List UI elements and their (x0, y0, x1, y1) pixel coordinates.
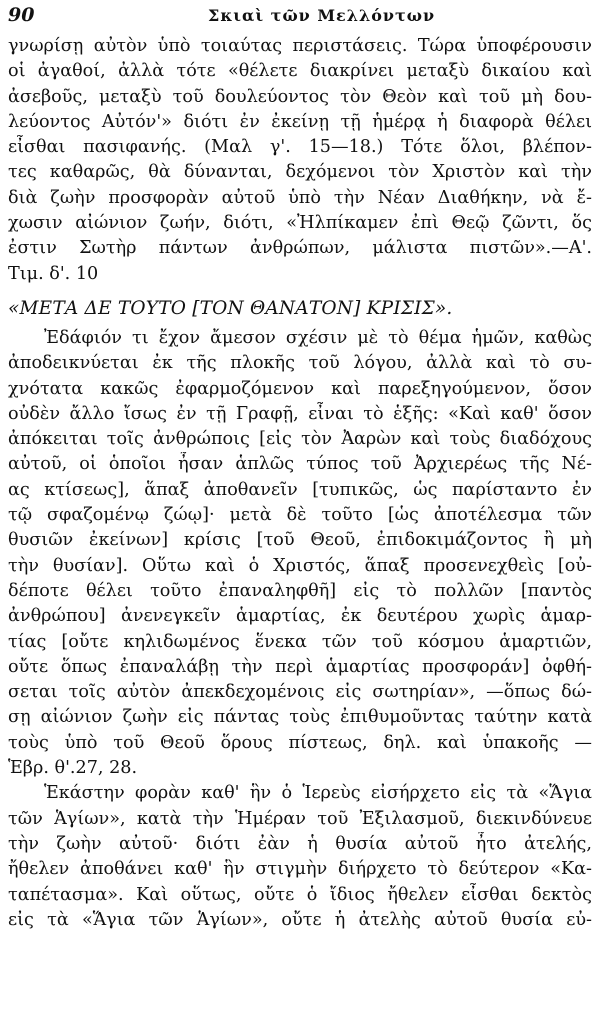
text-line: ας κτίσεως], ἅπαξ ἀποθανεῖν [τυπικῶς, ὡς παρίσταντο ἐν (8, 479, 592, 500)
text-line: οἱ ἀγαθοί, ἀλλὰ τότε «θέλετε διακρίνει μεταξὺ δικαίου καὶ (8, 61, 592, 82)
text-line: ἀπόκειται τοῖς ἀνθρώποις [εἰς τὸν Ἀαρὼν καὶ τοὺς διαδόχους (8, 429, 592, 450)
text-line: οὐδὲν ἄλλο ἴσως ἐν τῇ Γραφῇ, εἶναι τὸ ἑξῆς: «Καὶ καθ' ὅσον (8, 403, 592, 424)
text-line: χωσιν αἰώνιον ζωήν, διότι, «Ἠλπίκαμεν ἐπὶ Θεῷ ζῶντι, ὅς (8, 213, 592, 234)
text-line: Ἑβρ. θ'.27, 28. (8, 758, 138, 779)
text-line: οὔτε ὅπως ἐπαναλάβῃ τὴν περὶ ἁμαρτίας προσφοράν] ὀφθή- (8, 656, 592, 677)
text-line: ἤθελεν ἀποθάνει καθ' ἣν στιγμὴν διήρχετο τὸ δεύτερον «Κα- (8, 859, 592, 880)
text-line: σῃ αἰώνιον ζωὴν εἰς πάντας τοὺς ἐπιθυμοῦντας ταύτην κατὰ (8, 707, 592, 728)
text-line: αὐτοῦ, οἱ ὁποῖοι ἦσαν ἁπλῶς τύπος τοῦ Ἀρχιερέως τῆς Νέ- (8, 454, 592, 475)
paragraph-1 (8, 34, 592, 287)
text-line: τίας [οὔτε κηλιδωμένος ἕνεκα τῶν τοῦ κόσμου ἁμαρτιῶν, (8, 631, 592, 652)
text-line: τῷ σφαζομένῳ ζώῳ]· μετὰ δὲ τοῦτο [ὡς ἀποτέλεσμα τῶν (8, 505, 592, 526)
text-line: Ἑκάστην φορὰν καθ' ἣν ὁ Ἱερεὺς εἰσήρχετο εἰς τὰ «Ἅγια (44, 783, 592, 804)
page-header (8, 4, 592, 34)
paragraph-3 (8, 781, 592, 933)
text-line: χνότατα κακῶς ἐφαρμοζόμενον καὶ παρεξηγούμενον, ὅσον (8, 378, 592, 399)
text-line: λεύοντος Αὐτόν'» διότι ἐν ἐκείνῃ τῇ ἡμέρᾳ ἡ διαφορὰ θέλει (8, 111, 592, 132)
text-line: ἐστιν Σωτὴρ πάντων ἀνθρώπων, μάλιστα πιστῶν».—Α'. (8, 238, 592, 259)
text-line: εἶσθαι πασιφανής. (Μαλ γ'. 15—18.) Τότε ὅλοι, βλέπον- (8, 137, 592, 158)
text-line: δέποτε θέλει τοῦτο ἐπαναληφθῆ] εἰς τὸ πολλῶν [παντὸς (8, 580, 592, 601)
text-line: ἀποδεικνύεται ἐκ τῆς πλοκῆς τοῦ λόγου, ἀλλὰ καὶ τὸ συ- (8, 353, 592, 374)
text-line: ἀνθρώπου] ἀνενεγκεῖν ἁμαρτίας, ἐκ δευτέρου χωρὶς ἁμαρ- (8, 606, 592, 627)
text-line: θυσιῶν ἐκείνων] κρίσις [τοῦ Θεοῦ, ἐπιδοκιμάζοντος ἢ μὴ (8, 530, 592, 551)
text-line: ταπέτασμα». Καὶ οὕτως, οὔτε ὁ ἴδιος ἤθελεν εἶσθαι δεκτὸς (8, 884, 592, 905)
running-title: Σκιαὶ τῶν Μελλόντων (208, 6, 436, 25)
text-line: τὴν ζωὴν αὐτοῦ· διότι ἐὰν ἡ θυσία αὐτοῦ ἦτο ἀτελής, (8, 833, 592, 854)
text-line: Τιμ. δ'. 10 (8, 263, 99, 284)
page-number: 90 (8, 4, 35, 26)
text-line: εἰς τὰ «Ἅγια τῶν Ἁγίων», οὔτε ἡ ἀτελὴς αὐτοῦ θυσία εὐ- (8, 909, 592, 930)
text-line: σεται τοῖς αὐτὸν ἀπεκδεχομένοις εἰς σωτηρίαν», —ὅπως δώ- (8, 682, 592, 703)
text-line: τῶν Ἁγίων», κατὰ τὴν Ἡμέραν τοῦ Ἐξιλασμοῦ, διεκινδύνευε (8, 808, 592, 829)
text-line: τοὺς ὑπὸ τοῦ Θεοῦ ὅρους πίστεως, δηλ. καὶ ὑπακοῆς — (8, 732, 592, 753)
text-line: διὰ ζωὴν προσφορὰν αὐτοῦ ὑπὸ τὴν Νέαν Διαθήκην, νὰ ἔ- (8, 187, 592, 208)
text-line: ἀσεβοῦς, μεταξὺ τοῦ δουλεύοντος τὸν Θεὸν καὶ τοῦ μὴ δου- (8, 86, 592, 107)
paragraph-2 (8, 326, 592, 781)
text-line: τες καθαρῶς, θὰ δύνανται, δεχόμενοι τὸν Χριστὸν καὶ τὴν (8, 162, 592, 183)
text-line: Ἐδάφιόν τι ἔχον ἄμεσον σχέσιν μὲ τὸ θέμα ἡμῶν, καθὼς (44, 327, 592, 348)
section-heading: «ΜΕΤΑ ΔΕ ΤΟΥΤΟ [ΤΟΝ ΘΑΝΑΤΟΝ] ΚΡΙΣΙΣ». (8, 297, 453, 319)
text-line: γνωρίσῃ αὐτὸν ὑπὸ τοιαύτας περιστάσεις. Τώρα ὑποφέρουσιν (8, 36, 592, 56)
text-line: τὴν θυσίαν]. Οὕτω καὶ ὁ Χριστός, ἅπαξ προσενεχθεὶς [οὐ- (8, 555, 592, 576)
